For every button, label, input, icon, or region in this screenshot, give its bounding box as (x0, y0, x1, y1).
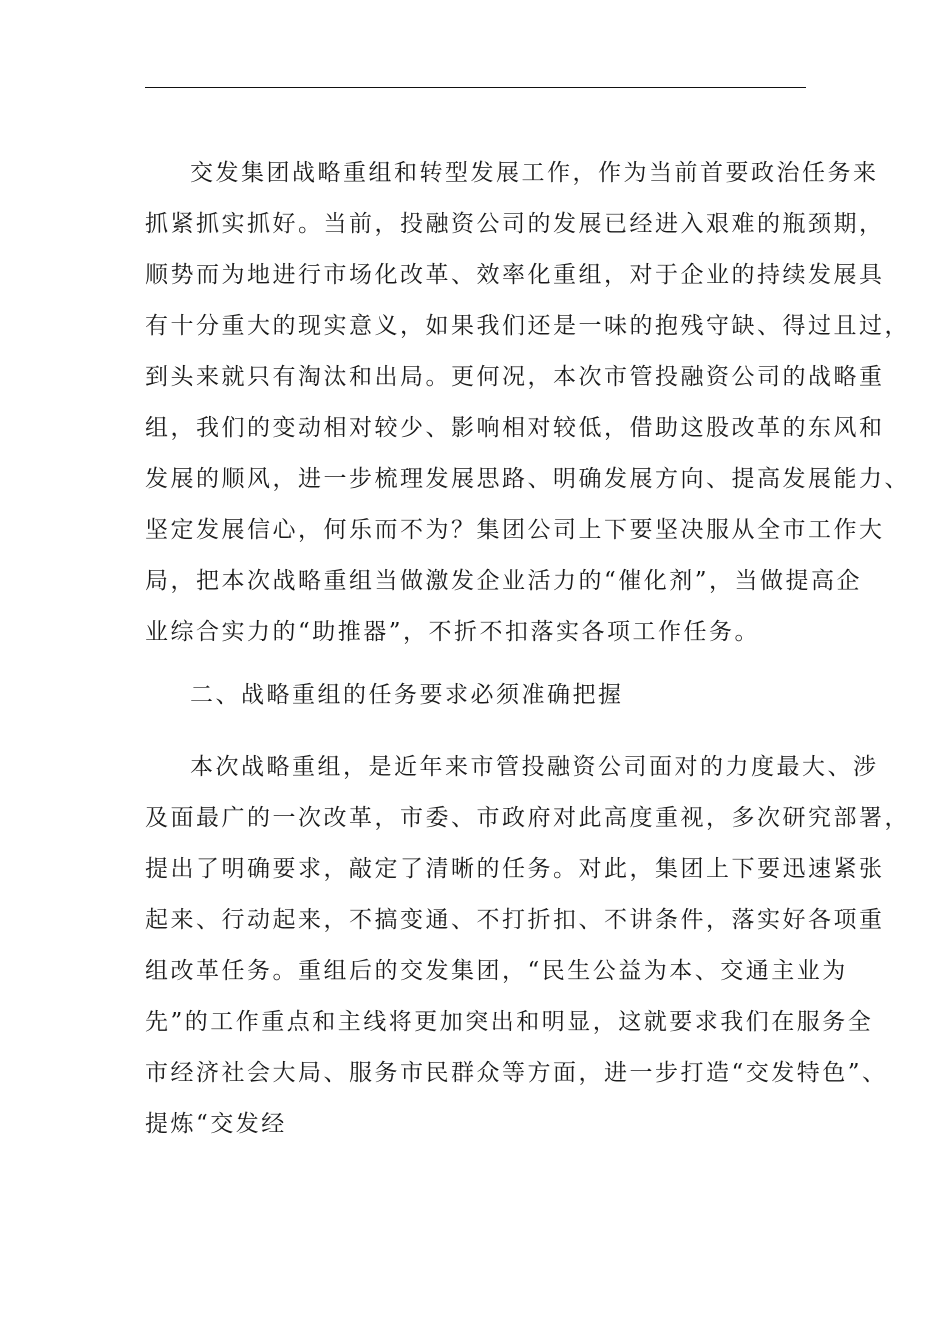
paragraph-1-line: 抓紧抓实抓好。当前，投融资公司的发展已经进入艰难的瓶颈期， (145, 211, 885, 237)
paragraph-1-line: 交发集团战略重组和转型发展工作，作为当前首要政治任务来 (190, 160, 879, 186)
paragraph-1-line: 业综合实力的“助推器”，不折不扣落实各项工作任务。 (145, 619, 761, 645)
paragraph-1-line: 发展的顺风，进一步梳理发展思路、明确发展方向、提高发展能力、 (145, 466, 910, 492)
paragraph-1-line: 坚定发展信心，何乐而不为？集团公司上下要坚决服从全市工作大 (145, 517, 885, 543)
paragraph-2-line: 起来、行动起来，不搞变通、不打折扣、不讲条件，落实好各项重 (145, 907, 885, 933)
paragraph-1-line: 顺势而为地进行市场化改革、效率化重组，对于企业的持续发展具 (145, 262, 885, 288)
section-2-heading: 二、战略重组的任务要求必须准确把握 (190, 682, 624, 708)
paragraph-2-line: 及面最广的一次改革，市委、市政府对此高度重视，多次研究部署， (145, 805, 910, 831)
paragraph-2-line: 提炼“交发经 (145, 1111, 287, 1137)
paragraph-2-line: 组改革任务。重组后的交发集团，“民生公益为本、交通主业为 (145, 958, 848, 984)
paragraph-2-line: 先”的工作重点和主线将更加突出和明显，这就要求我们在服务全 (145, 1009, 874, 1035)
paragraph-2-line: 提出了明确要求，敲定了清晰的任务。对此，集团上下要迅速紧张 (145, 856, 885, 882)
paragraph-1-line: 有十分重大的现实意义，如果我们还是一味的抱残守缺、得过且过， (145, 313, 910, 339)
paragraph-1-line: 组，我们的变动相对较少、影响相对较低，借助这股改革的东风和 (145, 415, 885, 441)
paragraph-1-line: 到头来就只有淘汰和出局。更何况，本次市管投融资公司的战略重 (145, 364, 885, 390)
paragraph-2-line: 市经济社会大局、服务市民群众等方面，进一步打造“交发特色”、 (145, 1060, 888, 1086)
paragraph-1-line: 局，把本次战略重组当做激发企业活力的“催化剂”，当做提高企 (145, 568, 863, 594)
paragraph-2-line: 本次战略重组，是近年来市管投融资公司面对的力度最大、涉 (190, 754, 879, 780)
header-rule (145, 87, 806, 88)
